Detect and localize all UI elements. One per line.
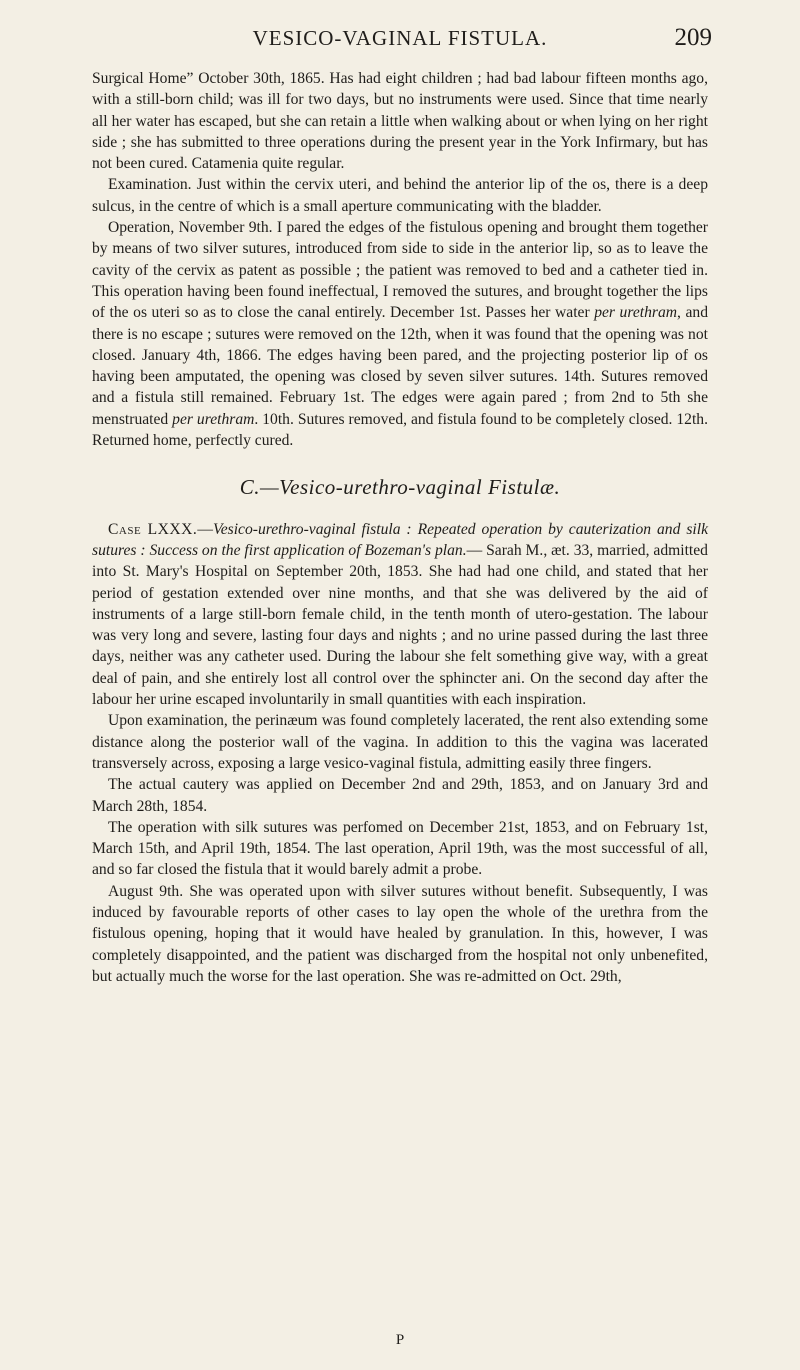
case-title: Vesico-urethro-vaginal fistula : Repeated operation by cauterization and silk sutures : Success on the first application of Bozeman's plan. <box>92 520 708 559</box>
paragraph-surgical-home: Surgical Home” October 30th, 1865. Has had eight children ; had bad labour fifteen months ago, with a still-born child; was ill for two days, but no instruments were used. Since that time nearly all her water has escaped, but she can retain a little when walking about or when lying on her right side ; she has submitted to three operations during the present year in the York Infirmary, but has not been cured. Catamenia quite regular. <box>92 70 708 173</box>
case-label: Case LXXX. <box>108 520 198 538</box>
paragraph-examination-perinaeum: Upon examination, the perinæum was found completely lacerated, the rent also extending some distance along the posterior wall of the vagina. In addition to this the vagina was lacerated transversely across, exposing a large vesico-vaginal fistula, admitting easily three fingers. <box>92 712 708 772</box>
paragraph-august: August 9th. She was operated upon with silver sutures without benefit. Subsequently, I was induced by favourable reports of other cases to lay open the whole of the urethra from the fistulous opening, hoping that it would have healed by granulation. In this, however, I was completely disappointed, and the patient was discharged from the hospital not only unbenefited, but actually much the worse for the last operation. She was re-admitted on Oct. 29th, <box>92 882 708 985</box>
page-header <box>0 26 800 56</box>
paragraph-case-lxxx <box>92 519 708 711</box>
paragraph-operation <box>92 217 708 451</box>
paragraph-cautery: The actual cautery was applied on December 2nd and 29th, 1853, and on January 3rd and March 28th, 1854. <box>92 776 708 815</box>
operation-text-2: , and there is no escape ; sutures were removed on the 12th, when it was found that the opening was not closed. January 4th, 1866. The edges having been pared, and the projecting posterior lip of os having been amputated, the opening was closed by seven silver sutures. 14th. Sutures removed and a fistula still remained. February 1st. The edges were again pared ; from 2nd to 5th she menstruated <box>92 304 708 428</box>
page-number: 209 <box>674 24 712 51</box>
paragraph-silk-sutures: The operation with silk sutures was perfomed on December 21st, 1853, and on February 1st, March 15th, and April 19th, 1854. The last operation, April 19th, was the most successful of all, and so far closed the fistula that it would barely admit a probe. <box>92 818 708 879</box>
case-dash: — <box>197 520 213 538</box>
body-text <box>92 68 708 987</box>
operation-italic-1: per urethram <box>594 304 678 322</box>
operation-text-1: Operation, November 9th. I pared the edges of the fistulous opening and brought them together by means of two silver sutures, introduced from side to side in the anterior lip, so as to leave the cavity of the cervix as patent as possible ; the patient was removed to bed and a catheter tied in. This operation having been found ineffectual, I removed the sutures, and brought together the lips of the os uteri so as to close the canal entirely. December 1st. Passes her water <box>92 219 708 322</box>
case-body: — Sarah M., æt. 33, married, admitted into St. Mary's Hospital on September 20th, 1853. She had had one child, and stated that her period of gestation extended over nine months, and that she was delivered by the aid of instruments of a large still-born female child, in the tenth month of utero-gestation. The labour was very long and severe, lasting four days and nights ; and no urine passed during the last three days, neither was any catheter used. During the labour she felt something give way, with a great deal of pain, and she entirely lost all control over the sphincter ani. On the second day after the labour her urine escaped involuntarily in small quantities with each inspiration. <box>92 541 708 709</box>
paragraph-examination: Examination. Just within the cervix uteri, and behind the anterior lip of the os, there is a deep sulcus, in the centre of which is a small aperture communicating with the bladder. <box>92 176 708 215</box>
signature-mark: P <box>395 1332 405 1348</box>
operation-text-3: . 10th. Sutures removed, and fistula found to be completely closed. 12th. Returned home, perfectly cured. <box>92 410 709 450</box>
section-heading: C.—Vesico-urethro-vaginal Fistulæ. <box>239 475 561 500</box>
operation-italic-2: per urethram <box>172 410 255 428</box>
running-title: VESICO-VAGINAL FISTULA. <box>252 26 548 50</box>
